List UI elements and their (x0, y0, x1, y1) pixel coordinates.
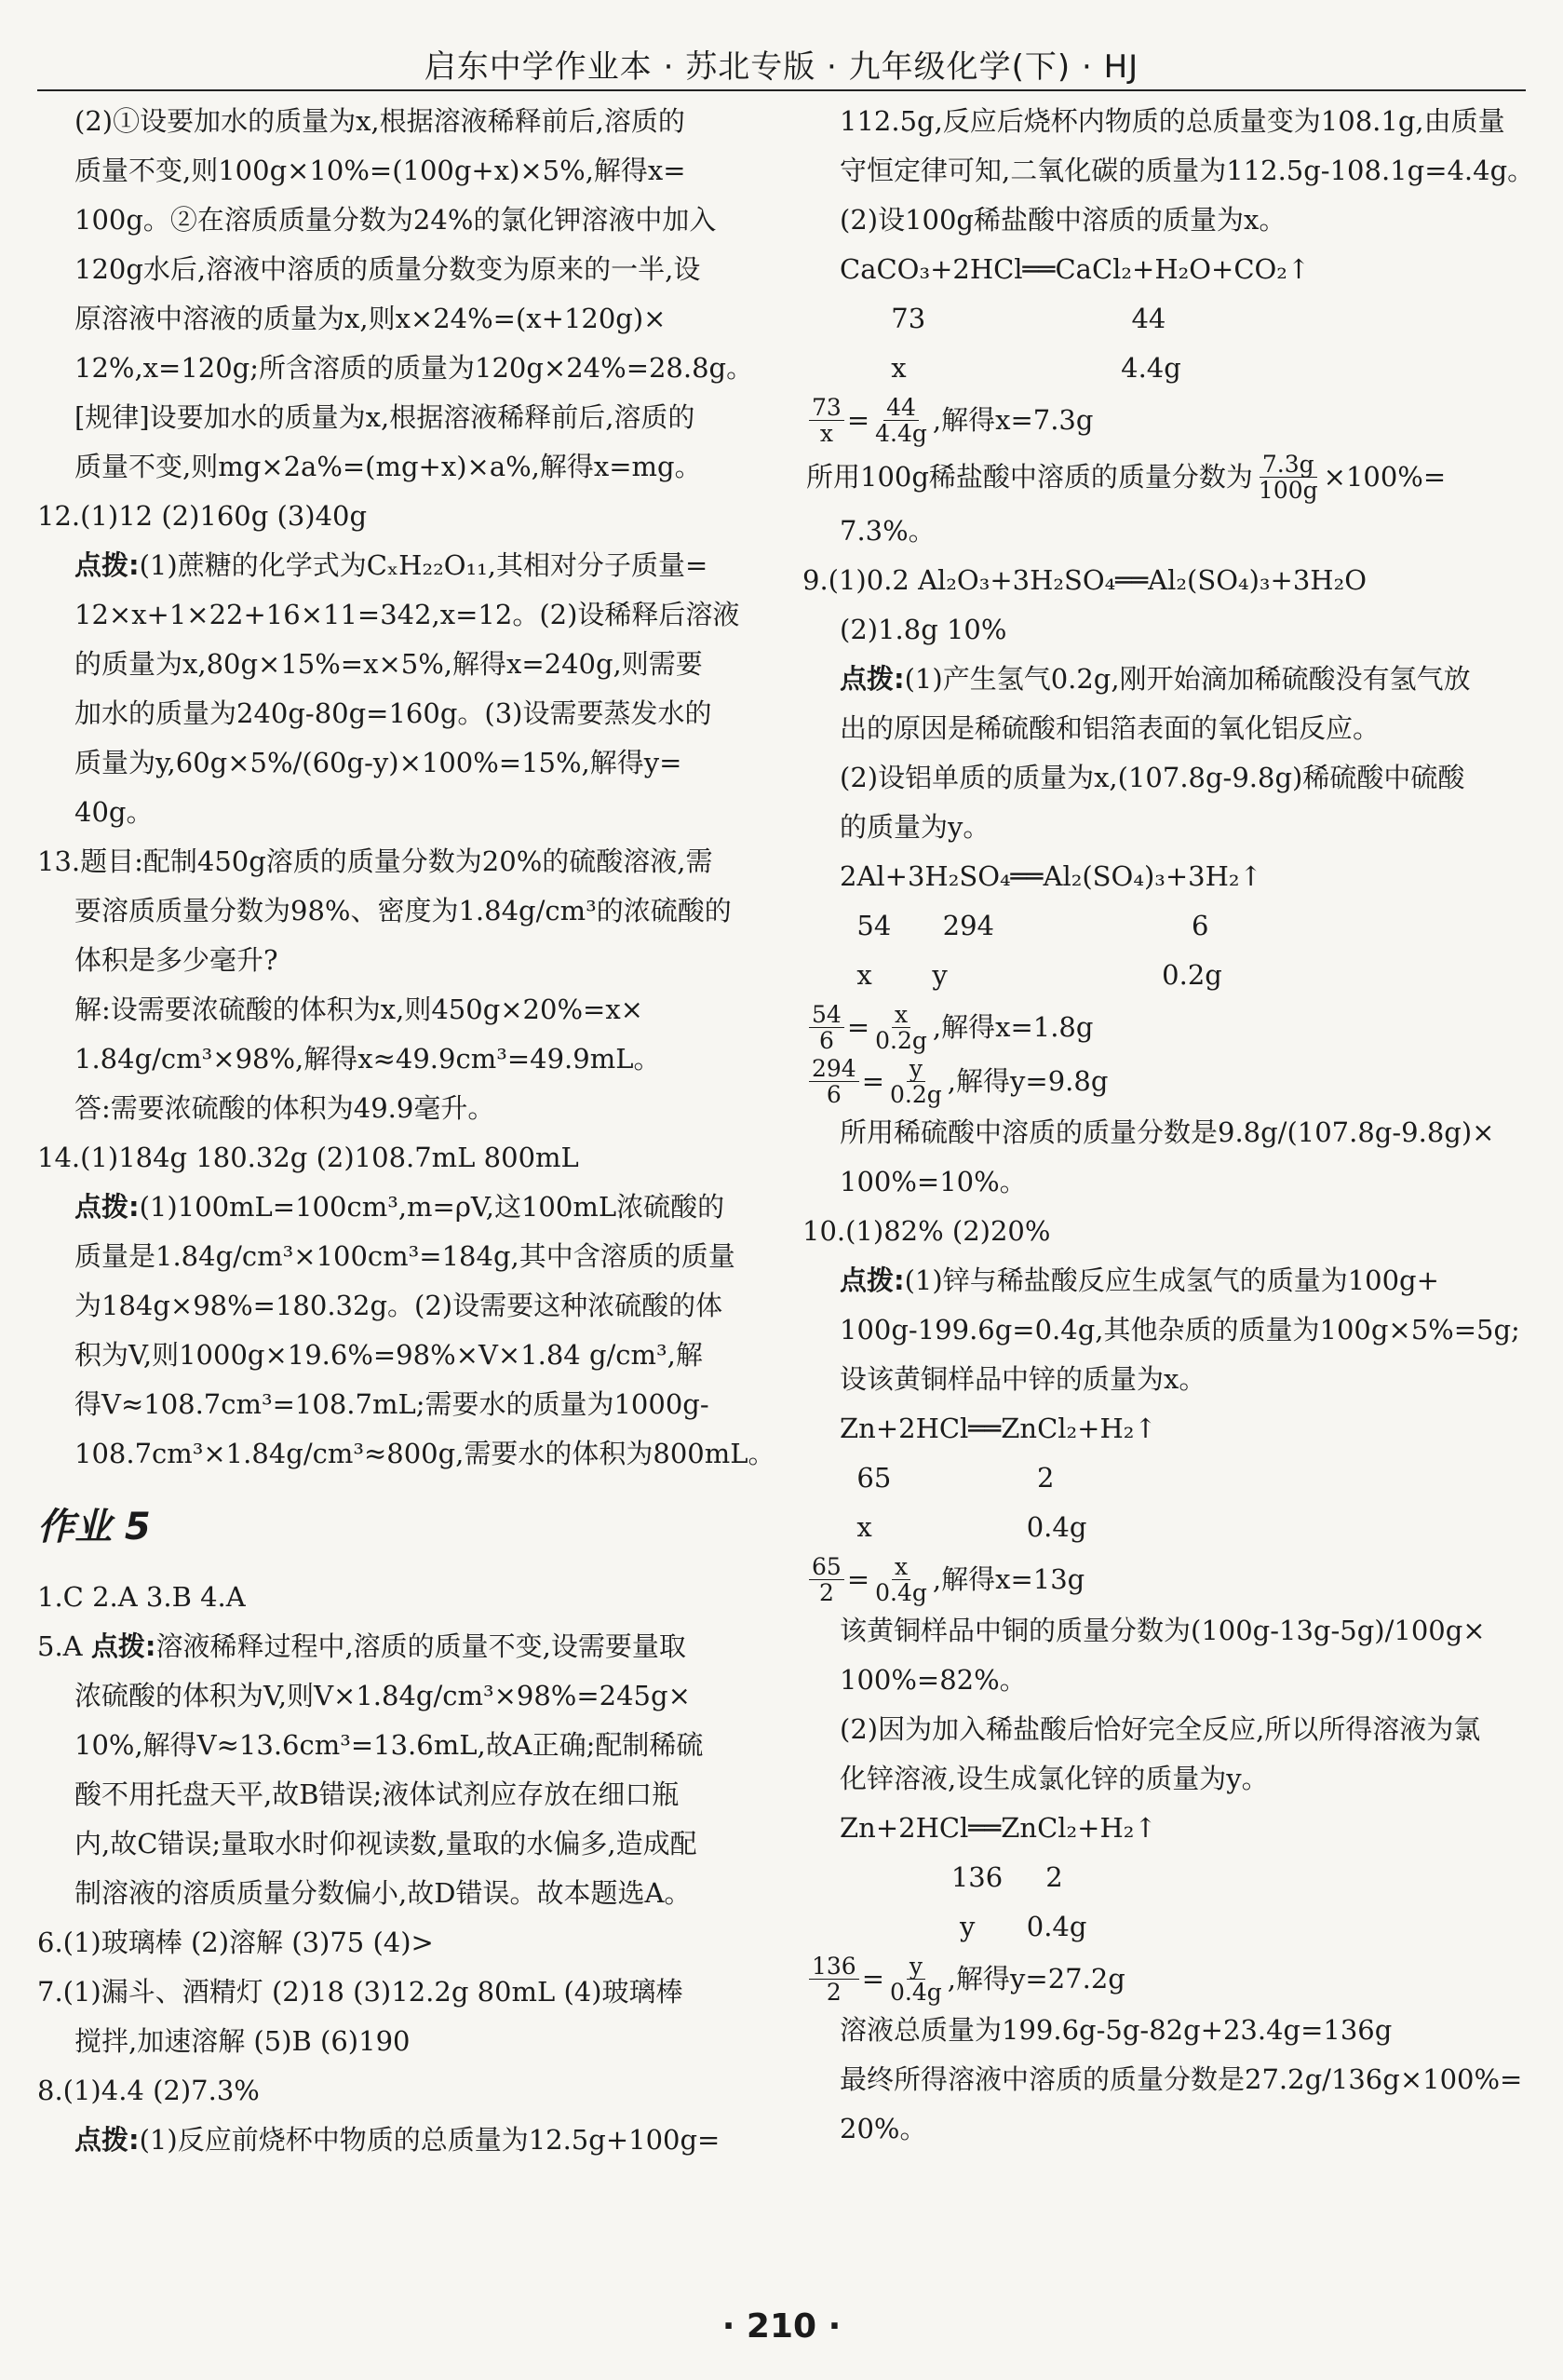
text-line: 1.84g/cm³×98%,解得x≈49.9cm³=49.9mL。 (74, 1043, 661, 1075)
text-line: 设该黄铜样品中锌的质量为x。 (840, 1363, 1206, 1395)
fraction (1256, 452, 1321, 503)
proportion (802, 1552, 1521, 1606)
equation: Zn+2HCl══ZnCl₂+H₂↑ (840, 1413, 1157, 1444)
fraction (872, 1002, 930, 1053)
answer-13: 13.题目:配制450g溶质的质量分数为20%的硫酸溶液,需 (37, 845, 713, 877)
page-header: 启东中学作业本 · 苏北专版 · 九年级化学(下) · HJ (424, 48, 1139, 86)
result-text: ,解得x=7.3g (932, 403, 1094, 436)
text-line: 12×x+1×22+16×11=342,x=12。(2)设稀释后溶液 (74, 599, 740, 630)
equals: = (861, 1962, 885, 1995)
text-line: 溶液总质量为199.6g-5g-82g+23.4g=136g (840, 2014, 1393, 2046)
fraction (887, 1954, 945, 2005)
equation: CaCO₃+2HCl══CaCl₂+H₂O+CO₂↑ (840, 253, 1311, 285)
text-line: 100g-199.6g=0.4g,其他杂质的质量为100g×5%=5g; (840, 1314, 1520, 1346)
text-line: 质量是1.84g/cm³×100cm³=184g,其中含溶质的质量 (74, 1240, 735, 1272)
text-line: 质量为y,60g×5%/(60g-y)×100%=15%,解得y= (74, 747, 682, 778)
tip-label: 点拨: (840, 663, 905, 695)
equals: = (846, 403, 870, 436)
text-line: 浓硫酸的体积为V,则V×1.84g/cm³×98%=245g× (74, 1680, 691, 1711)
tip-text: 溶液稀释过程中,溶质的质量不变,设需要量取 (155, 1630, 686, 1662)
text-line: (2)因为加入稀盐酸后恰好完全反应,所以所得溶液为氯 (840, 1713, 1481, 1745)
answers-1-4: 1.C 2.A 3.B 4.A (37, 1581, 246, 1613)
tip-label: 点拨: (74, 2124, 140, 2156)
text-line: (2)1.8g 10% (840, 614, 1007, 645)
text-line: 最终所得溶液中溶质的质量分数是27.2g/136g×100%= (840, 2063, 1523, 2095)
percent-line (802, 447, 1521, 507)
fraction (887, 1056, 945, 1107)
text: 所用100g稀盐酸中溶质的质量分数为 (806, 460, 1253, 493)
header-rule (37, 89, 1526, 91)
page-number: · 210 · (721, 2307, 842, 2346)
text-line: 要溶质质量分数为98%、密度为1.84g/cm³的浓硫酸的 (74, 895, 732, 926)
text-line: 出的原因是稀硫酸和铝箔表面的氧化铝反应。 (840, 712, 1381, 744)
text-line: 的质量为x,80g×15%=x×5%,解得x=240g,则需要 (74, 648, 703, 680)
proportion (802, 1054, 1521, 1108)
mass-row: x 4.4g (840, 352, 1181, 384)
fraction (809, 1056, 859, 1107)
text-line: 12%,x=120g;所含溶质的质量为120g×24%=28.8g。 (74, 352, 754, 384)
mass-row: 136 2 (840, 1861, 1063, 1893)
text-line: 120g水后,溶液中溶质的质量分数变为原来的一半,设 (74, 253, 701, 285)
tip-text: (1)100mL=100cm³,m=ρV,这100mL浓硫酸的 (139, 1191, 725, 1223)
numerator: 65 (809, 1554, 844, 1580)
denominator: 2 (818, 1578, 834, 1606)
denominator: x (819, 419, 833, 447)
equals: = (861, 1064, 885, 1097)
mass-row: 54 294 6 (840, 910, 1209, 941)
left-column (37, 97, 775, 2165)
answer-8: 8.(1)4.4 (2)7.3% (37, 2075, 260, 2106)
answer-6: 6.(1)玻璃棒 (2)溶解 (3)75 (4)> (37, 1927, 434, 1958)
text-line: 40g。 (74, 796, 154, 828)
text-line: 为184g×98%=180.32g。(2)设需要这种浓硫酸的体 (74, 1290, 723, 1321)
proportion (802, 393, 1521, 447)
denominator: 0.4g (875, 1578, 927, 1606)
tip-8 (37, 2116, 756, 2165)
text-line: 该黄铜样品中铜的质量分数为(100g-13g-5g)/100g× (840, 1615, 1486, 1646)
text-line: 100%=10%。 (840, 1166, 1027, 1197)
tip-text: (1)蔗糖的化学式为CₓH₂₂O₁₁,其相对分子质量= (139, 549, 708, 581)
tip-label: 点拨: (74, 1191, 140, 1223)
proportion (802, 1952, 1521, 2006)
tip-label: 点拨: (840, 1264, 905, 1296)
text-line: (2)设100g稀盐酸中溶质的质量为x。 (840, 204, 1287, 236)
numerator: 294 (809, 1056, 859, 1082)
text: ×100%= (1323, 460, 1447, 493)
equals: = (846, 1562, 870, 1595)
denominator: 4.4g (875, 419, 927, 447)
denominator: 0.4g (890, 1978, 942, 2006)
text-line: [规律]设要加水的质量为x,根据溶液稀释前后,溶质的 (74, 401, 695, 433)
text-line: 制溶液的溶质质量分数偏小,故D错误。故本题选A。 (74, 1877, 692, 1909)
mass-row: x y 0.2g (840, 959, 1222, 991)
equation: Zn+2HCl══ZnCl₂+H₂↑ (840, 1812, 1157, 1844)
mass-row: 65 2 (840, 1462, 1055, 1494)
fraction (872, 1554, 930, 1605)
text-line: 搅拌,加速溶解 (5)B (6)190 (74, 2025, 411, 2057)
numerator: 73 (809, 395, 844, 421)
text-line: 内,故C错误;量取水时仰视读数,量取的水偏多,造成配 (74, 1828, 697, 1859)
text-line: 答:需要浓硫酸的体积为49.9毫升。 (74, 1092, 495, 1124)
fraction (809, 1002, 844, 1053)
text-line: 得V≈108.7cm³=108.7mL;需要水的质量为1000g- (74, 1388, 709, 1420)
section-title: 作业 5 (37, 1506, 151, 1548)
tip-text: (1)反应前烧杯中物质的总质量为12.5g+100g= (139, 2124, 721, 2156)
fraction (872, 395, 930, 446)
proportion (802, 1000, 1521, 1054)
text-line: 加水的质量为240g-80g=160g。(3)设需要蒸发水的 (74, 697, 712, 729)
text-line: 100%=82%。 (840, 1664, 1027, 1696)
denominator: 100g (1258, 476, 1318, 504)
numerator: 54 (809, 1002, 844, 1028)
text-line: 所用稀硫酸中溶质的质量分数是9.8g/(107.8g-9.8g)× (840, 1116, 1495, 1148)
text-line: 的质量为y。 (840, 811, 990, 843)
denominator: 0.2g (890, 1080, 942, 1108)
tip-10 (802, 1256, 1521, 1305)
denominator: 2 (826, 1978, 842, 2006)
numerator: y (907, 1056, 925, 1082)
mass-row: 73 44 (840, 303, 1166, 334)
text-line: 质量不变,则mg×2a%=(mg+x)×a%,解得x=mg。 (74, 451, 702, 482)
answer-10: 10.(1)82% (2)20% (802, 1215, 1051, 1247)
fraction (809, 1954, 859, 2005)
fraction (809, 1554, 844, 1605)
tip-text: (1)产生氢气0.2g,刚开始滴加稀硫酸没有氢气放 (904, 663, 1471, 695)
right-column (802, 97, 1535, 2154)
mass-row: y 0.4g (840, 1911, 1087, 1942)
denominator: 0.2g (875, 1026, 927, 1054)
answer-5 (37, 1622, 756, 1671)
text-line: 守恒定律可知,二氧化碳的质量为112.5g-108.1g=4.4g。 (840, 155, 1535, 186)
tip-text: (1)锌与稀盐酸反应生成氢气的质量为100g+ (904, 1264, 1439, 1296)
tip-label: 点拨: (90, 1630, 156, 1662)
numerator: 7.3g (1260, 452, 1317, 478)
result-text: ,解得y=9.8g (947, 1064, 1109, 1097)
tip-12 (37, 541, 756, 590)
text-line: 112.5g,反应后烧杯内物质的总质量变为108.1g,由质量 (840, 105, 1505, 137)
text-line: 体积是多少毫升? (74, 944, 278, 976)
numerator: 136 (809, 1954, 859, 1980)
answer-9: 9.(1)0.2 Al₂O₃+3H₂SO₄══Al₂(SO₄)₃+3H₂O (802, 564, 1367, 596)
text-line: 酸不用托盘天平,故B错误;液体试剂应存放在细口瓶 (74, 1778, 680, 1810)
equation: 2Al+3H₂SO₄══Al₂(SO₄)₃+3H₂↑ (840, 860, 1262, 892)
text-line: 积为V,则1000g×19.6%=98%×V×1.84 g/cm³,解 (74, 1339, 703, 1371)
tip-label: 点拨: (74, 549, 140, 581)
text-line: (2)①设要加水的质量为x,根据溶液稀释前后,溶质的 (74, 105, 685, 137)
numerator: x (892, 1002, 910, 1028)
text-line: 解:设需要浓硫酸的体积为x,则450g×20%=x× (74, 994, 643, 1025)
tip-9 (802, 655, 1521, 704)
text-line: 20%。 (840, 2113, 927, 2144)
equals: = (846, 1010, 870, 1043)
denominator: 6 (826, 1080, 842, 1108)
text-line: 100g。②在溶质质量分数为24%的氯化钾溶液中加入 (74, 204, 717, 236)
text-line: 108.7cm³×1.84g/cm³≈800g,需要水的体积为800mL。 (74, 1438, 775, 1469)
tip-14 (37, 1183, 756, 1232)
text-line: 化锌溶液,设生成氯化锌的质量为y。 (840, 1763, 1269, 1794)
answer-7: 7.(1)漏斗、酒精灯 (2)18 (3)12.2g 80mL (4)玻璃棒 (37, 1976, 683, 2008)
numerator: y (907, 1954, 925, 1980)
mass-row: x 0.4g (840, 1511, 1087, 1543)
text-line: (2)设铝单质的质量为x,(107.8g-9.8g)稀硫酸中硫酸 (840, 762, 1465, 793)
result-text: ,解得y=27.2g (947, 1962, 1125, 1995)
numerator: 44 (883, 395, 919, 421)
answer-label: 5.A (37, 1630, 91, 1662)
fraction (809, 395, 844, 446)
text-line: 10%,解得V≈13.6cm³=13.6mL,故A正确;配制稀硫 (74, 1729, 704, 1761)
text-line: 质量不变,则100g×10%=(100g+x)×5%,解得x= (74, 155, 686, 186)
answer-12: 12.(1)12 (2)160g (3)40g (37, 500, 368, 532)
result-text: ,解得x=1.8g (932, 1010, 1094, 1043)
numerator: x (892, 1554, 910, 1580)
answer-14: 14.(1)184g 180.32g (2)108.7mL 800mL (37, 1142, 579, 1173)
text-line: 原溶液中溶液的质量为x,则x×24%=(x+120g)× (74, 303, 667, 334)
result-text: ,解得x=13g (932, 1562, 1085, 1595)
denominator: 6 (818, 1026, 834, 1054)
text-line: 7.3%。 (840, 515, 936, 547)
